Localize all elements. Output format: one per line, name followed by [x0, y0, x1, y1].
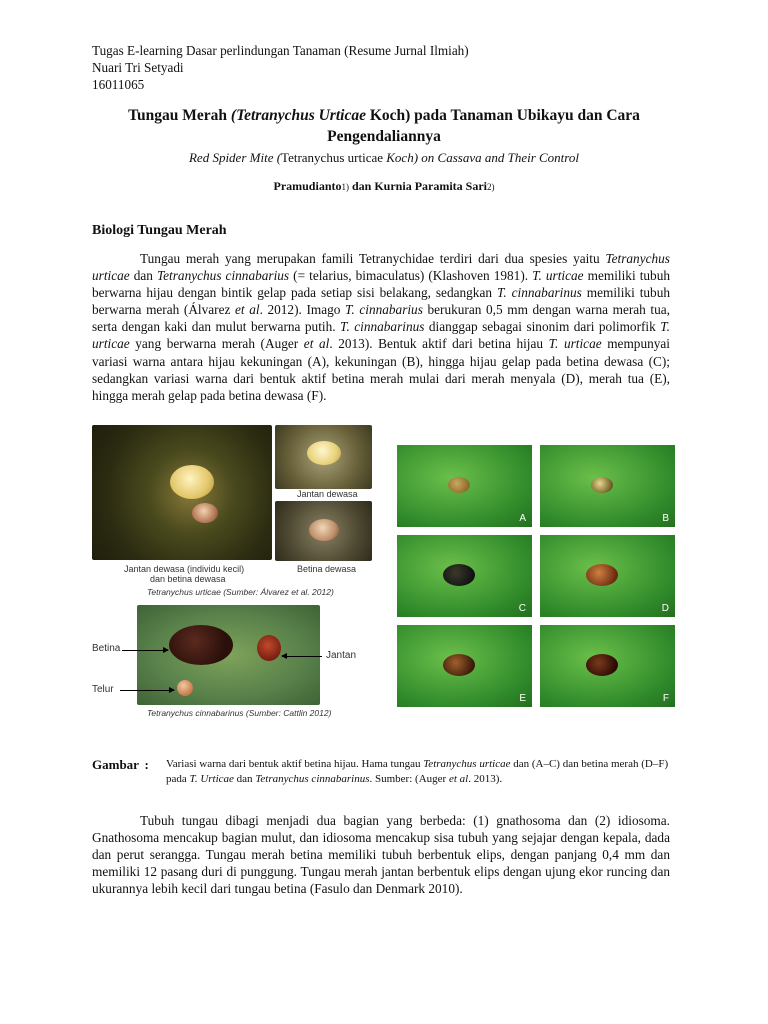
photo-mite-pair	[92, 425, 272, 560]
text-run: et al	[303, 336, 330, 352]
document-header	[92, 42, 469, 93]
panel-c	[397, 535, 532, 617]
mite-male	[170, 465, 214, 499]
header-id: 16011065	[92, 77, 145, 92]
text-run: . 2012). Imago	[259, 302, 346, 318]
caption-run: . Sumber: (Auger	[369, 773, 449, 785]
mite-male-small	[307, 441, 341, 465]
mite-variant	[448, 477, 470, 493]
arrow-telur	[120, 690, 174, 691]
text-run: T. cinnabarius	[345, 302, 423, 318]
section-title: Biologi Tungau Merah	[92, 223, 227, 238]
caption-run: T. Urticae	[189, 773, 234, 785]
label-jantan: Jantan	[326, 650, 357, 661]
figure-caption	[92, 757, 672, 785]
text-run: T. cinnabarinus	[496, 285, 582, 301]
mite-female	[192, 503, 218, 523]
text-run: Tungau merah yang merupakan famili Tetranychidae terdiri dari dua spesies yaitu	[140, 251, 606, 266]
mite-female-small	[309, 519, 339, 541]
panel-label: B	[662, 513, 669, 524]
caption-run: Tetranychus cinnabarinus	[255, 773, 370, 785]
caption-run: Tetranychus urticae	[423, 758, 511, 770]
label-betina: Betina	[92, 643, 121, 654]
header-course: Tugas E-learning Dasar perlindungan Tanaman (Resume Jurnal Ilmiah)	[92, 43, 469, 58]
caption-run: Variasi warna dari bentuk aktif betina hijau	[166, 758, 356, 770]
figure	[92, 425, 682, 725]
mite-cinnabarinus-male	[257, 635, 281, 661]
panel-b	[540, 445, 675, 527]
mite-variant	[586, 564, 618, 586]
panel-label: C	[518, 603, 526, 614]
text-run: memiliki tubuh berwarna merah (Álvarez	[92, 285, 670, 318]
text-run: dianggap sebagai sinonim dari polimorfik	[424, 319, 661, 335]
panel-e	[397, 625, 532, 707]
text-run: memiliki tubuh berwarna hijau dengan bintik gelap pada setiap sisi belakang, sedangkan	[92, 268, 670, 301]
photo-female-adult	[275, 501, 372, 561]
mite-variant	[443, 564, 475, 586]
panel-label: F	[662, 693, 669, 704]
arrow-jantan	[282, 656, 322, 657]
caption-run: dan	[233, 773, 256, 785]
mite-variant	[586, 654, 618, 676]
label-male-adult: Jantan dewasa	[297, 489, 358, 499]
text-run: Tetranychus urticae	[92, 251, 670, 284]
label-pair-1: Jantan dewasa (individu kecil)	[124, 564, 245, 574]
panel-label: E	[519, 693, 526, 704]
article-subtitle: Red Spider Mite (Tetranychus urticae Koch) on Cassava and Their Control	[188, 150, 579, 165]
text-run: T. cinnabarinus	[340, 319, 425, 335]
text-run: . 2013). Bentuk aktif dari betina hijau	[329, 336, 549, 352]
photo-male-adult	[275, 425, 372, 489]
caption-text	[166, 757, 672, 787]
mite-egg	[177, 680, 193, 696]
article-authors: Pramudianto1) dan Kurnia Paramita Sari2)	[273, 179, 495, 193]
caption-run: dan (A–C) dan betina merah (D–F) pada	[166, 758, 669, 785]
text-run: T. urticae	[548, 336, 602, 352]
caption-colon: :	[144, 757, 149, 772]
credit-urticae: Tetranychus urticae (Sumber: Álvarez et al. 2012)	[147, 587, 334, 597]
caption-run: et al	[448, 773, 469, 785]
paragraph-body: Tubuh tungau dibagi menjadi dua bagian yang berbeda: (1) gnathosoma dan (2) idiosoma. Gnathosoma mencakup bagian mulut, dan idiosoma mencakup sisa tubuh yang sejajar dengan kepala, dada dan perut serangga. Tungau merah betina memiliki tubuh berbentuk elips, dengan panjang 0,4 mm dan memiliki 12 pasang duri di punggung. Tungau merah jantan berbentuk elips dengan ujung ekor runcing dan ukurannya lebih kecil dari tungau betina (Fasulo dan Denmark 2010).	[92, 813, 670, 897]
mite-cinnabarinus-female	[169, 625, 233, 665]
text-run: T. urticae	[532, 268, 584, 284]
panel-d	[540, 535, 675, 617]
caption-label: Gambar	[92, 757, 139, 772]
panel-label: A	[519, 513, 526, 524]
text-run: yang berwarna merah (Auger	[129, 336, 304, 352]
mite-variant	[443, 654, 475, 676]
text-run: mempunyai variasi warna antara hijau kekuningan (A), kekuningan (B), hingga hijau gelap pada betina dewasa (C); sedangkan variasi warna dari bentuk aktif betina merah mulai dari merah menyala (D), merah tua (E), hingga merah gelap pada betina dewasa (F).	[92, 336, 670, 403]
text-run: berukuran 0,5 mm dengan warna merah tua, serta dengan kaki dan mulut berwarna putih.	[92, 302, 670, 335]
text-run: et al	[235, 302, 260, 318]
header-name: Nuari Tri Setyadi	[92, 60, 184, 75]
caption-run: . Hama tungau	[356, 758, 424, 770]
mite-variant	[591, 477, 613, 493]
text-run: Tetranychus cinnabarius	[156, 268, 290, 284]
text-run: dan	[129, 268, 157, 284]
text-run: T. urticae	[92, 319, 670, 352]
panel-a	[397, 445, 532, 527]
article-title: Tungau Merah (Tetranychus Urticae Koch) pada Tanaman Ubikayu dan Cara Pengendaliannya	[128, 107, 640, 145]
credit-cinnabarinus: Tetranychus cinnabarinus (Sumber: Cattlin 2012)	[147, 708, 332, 718]
label-telur: Telur	[92, 684, 114, 695]
panel-f	[540, 625, 675, 707]
label-pair-2: dan betina dewasa	[150, 574, 226, 584]
label-female-adult: Betina dewasa	[297, 564, 357, 574]
text-run: (= telarius, bimaculatus) (Klashoven 1981).	[289, 268, 533, 284]
arrow-betina	[122, 650, 168, 651]
paragraph-biology	[92, 250, 670, 404]
caption-run: . 2013).	[468, 773, 503, 785]
panel-label: D	[661, 603, 669, 614]
